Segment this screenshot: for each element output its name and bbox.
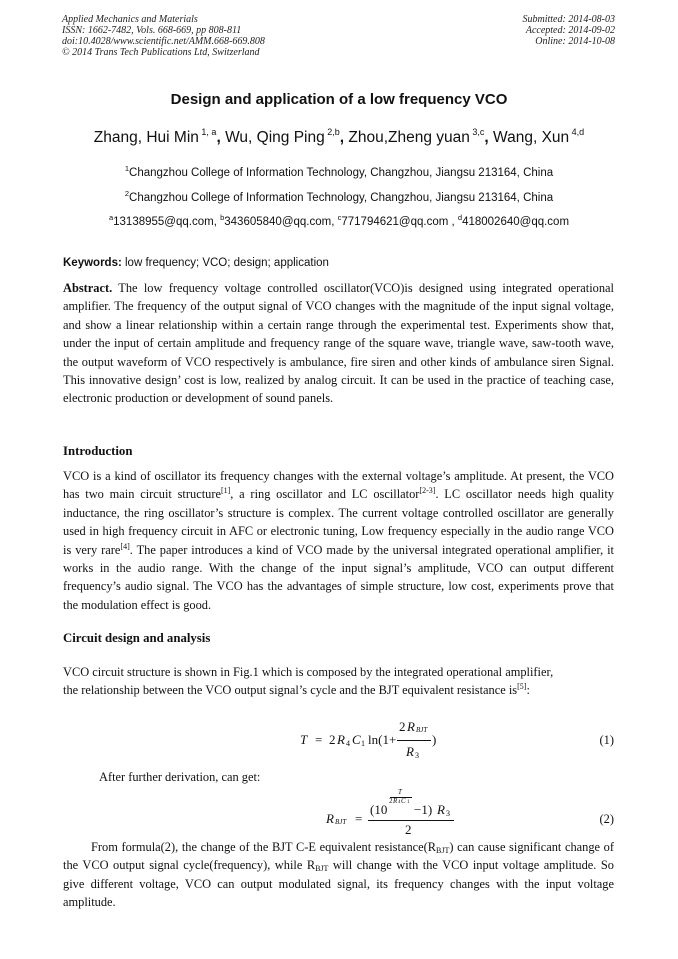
affiliation-1: $^1$Changzhou College of Information Technology, Changzhou, Jiangsu 213164, China bbox=[124, 164, 554, 179]
conclusion-paragraph: From formula(2), the change of the BJT C-E equivalent $resistance(R_{BJT})$ can cause significant change of the VCO output signal cycle(frequency), while $R_{BJT}$ will change with the VCO input voltage amplitude. So give different voltage, VCO can output modulated signal, its frequency changes with the input voltage amplitude. bbox=[63, 840, 614, 910]
introduction-heading: Introduction bbox=[63, 444, 133, 458]
author-list: Zhang, Hui Min $^{1, a}$, Wu, Qing Ping $^{2,b}$, Zhou,Zheng yuan $^{3,c}$, Wang, Xun $^{4,d}$ bbox=[93, 127, 585, 146]
paper-title: Design and application of a low frequency VCO bbox=[170, 91, 508, 108]
copyright-line: © 2014 Trans Tech Publications Ltd, Switzerland bbox=[62, 47, 260, 58]
issn-line: ISSN: 1662-7482, Vols. 668-669, pp 808-811 bbox=[62, 25, 242, 36]
author-name: Wang, Xun bbox=[493, 129, 570, 146]
submitted-date: Submitted: 2014-08-03 bbox=[522, 14, 615, 25]
journal-info bbox=[62, 14, 265, 58]
abstract bbox=[63, 279, 614, 408]
citation: [5] bbox=[517, 682, 527, 691]
equation-2: R BJT = (10 T 2 R 4 C 1 −1) R 3 2 bbox=[326, 790, 466, 838]
accepted-date: Accepted: 2014-09-02 bbox=[525, 25, 615, 36]
author-superscript: 3,c bbox=[472, 127, 485, 137]
keywords-label: Keywords: bbox=[63, 257, 122, 269]
online-date: Online: 2014-10-08 bbox=[535, 36, 615, 47]
citation: [1] bbox=[220, 486, 231, 496]
circuit-line-2: the relationship between the VCO output signal’s cycle and the BJT equivalent resistance is[5]: bbox=[63, 682, 530, 697]
equation-1-number: (1) bbox=[599, 733, 614, 747]
keywords bbox=[63, 257, 329, 269]
doi-line: doi:10.4028/www.scientific.net/AMM.668-669.808 bbox=[62, 36, 265, 47]
journal-name: Applied Mechanics and Materials bbox=[62, 14, 198, 25]
author-superscript: 4,d bbox=[571, 127, 585, 137]
author-superscript: 2,b bbox=[327, 127, 340, 137]
citation: [4] bbox=[120, 541, 130, 551]
keywords-text: low frequency; VCO; design; application bbox=[121, 257, 329, 269]
circuit-line-1: VCO circuit structure is shown in Fig.1 which is composed by the integrated operational amplifier, bbox=[63, 665, 554, 679]
abstract-text: The low frequency voltage controlled oscillator(VCO)is designed using integrated operational amplifier. The frequency of the output signal of VCO changes with the magnitude of the input signal voltage, and show a linear relationship within a certain range through the experimental test. Experiments show that, under the input of certain amplitude and frequency range of the square wave, triangle wave, saw-tooth wave, the output waveform of VCO respectively is ambulance, fire siren and other kinds of ambulance siren Signal. This innovative design’ cost is low, realized by analog circuit. It can be used in the practice of teaching case, electronic production or development of sound panels. bbox=[63, 281, 614, 406]
affiliation-2: $^2$Changzhou College of Information Technology, Changzhou, Jiangsu 213164, China bbox=[124, 189, 554, 204]
fraction-bar bbox=[368, 820, 454, 821]
author-superscript: 1, a bbox=[201, 127, 217, 137]
derivation-text: After further derivation, can get: bbox=[99, 770, 261, 784]
fraction-bar bbox=[397, 740, 431, 741]
author-name: Zhou,Zheng yuan bbox=[348, 129, 470, 146]
author-name: Wu, Qing Ping bbox=[225, 129, 325, 146]
introduction-paragraph: VCO is a kind of oscillator its frequency changes with the external voltage’s amplitude. At present, the VCO has two main circuit structure[1], a ring oscillator and LC oscillator[2-3]. LC oscillator needs high quality inductance, the ring oscillator’s structure is complex. The current voltage controlled oscillator are generally used in high frequency circuit in AFC or electronic tuning, Low frequency especially in the audio range VCO is very rare[4]. The paper introduces a kind of VCO made by the universal integrated operational amplifier, it works in the audio range. With the change of the input signal’s amplitude, VCO can output different frequency’s audio signal. The VCO has the advantages of simple structure, low cost, experiments prove that the modulation effect is good. bbox=[63, 469, 614, 612]
abstract-label: Abstract. bbox=[63, 281, 113, 295]
email-list: $^a$13138955@qq.com, $^b$343605840@qq.com, $^c$771794621@qq.com , $^d$418002640@qq.com bbox=[108, 213, 570, 228]
author-name: Zhang, Hui Min bbox=[93, 129, 199, 146]
equation-2-number: (2) bbox=[599, 812, 614, 826]
citation: [2-3] bbox=[419, 486, 436, 496]
equation-1: T = 2 R 4 C 1 ln(1+ 2 R BJT R 3 ) bbox=[300, 719, 437, 760]
publication-dates bbox=[523, 14, 616, 47]
circuit-heading: Circuit design and analysis bbox=[63, 631, 211, 645]
